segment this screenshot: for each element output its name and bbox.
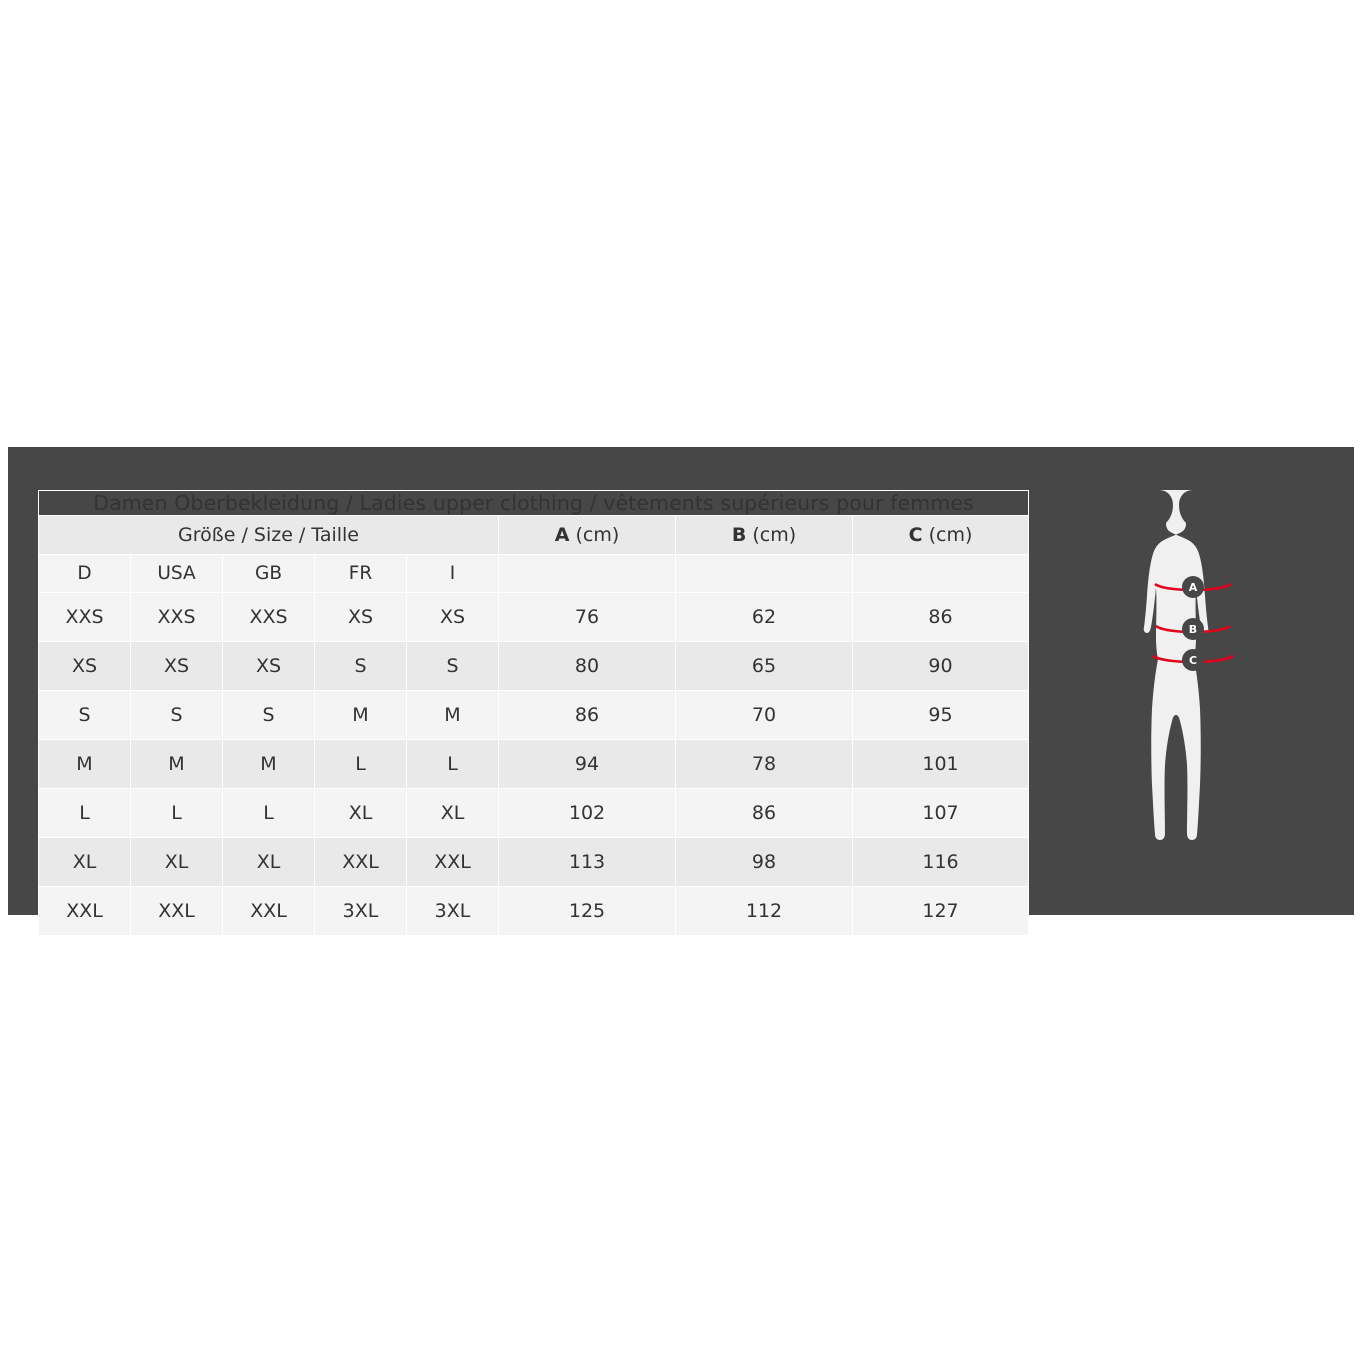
cell-gb: XS: [223, 642, 315, 691]
marker-label-c: C: [1188, 654, 1198, 667]
body-measurement-figure: [1093, 480, 1293, 885]
cell-fr: S: [315, 642, 407, 691]
table-row: [39, 887, 1029, 936]
size-table: [38, 490, 1029, 936]
measure-unit-b: (cm): [752, 524, 797, 546]
cell-fr: M: [315, 691, 407, 740]
measure-letter-a: A: [554, 524, 570, 546]
measure-header-b: [676, 516, 853, 555]
cell-b: 86: [676, 789, 853, 838]
table-row: [39, 691, 1029, 740]
cell-b: 62: [676, 593, 853, 642]
blank-cell-c: [853, 555, 1029, 593]
cell-b: 70: [676, 691, 853, 740]
marker-label-a: A: [1188, 581, 1198, 594]
cell-gb: XL: [223, 838, 315, 887]
cell-usa: XL: [131, 838, 223, 887]
table-row: [39, 789, 1029, 838]
table-row: [39, 838, 1029, 887]
cell-gb: S: [223, 691, 315, 740]
cell-a: 113: [499, 838, 676, 887]
cell-c: 127: [853, 887, 1029, 936]
cell-i: 3XL: [407, 887, 499, 936]
cell-usa: M: [131, 740, 223, 789]
marker-label-b: B: [1188, 623, 1198, 636]
cell-d: L: [39, 789, 131, 838]
cell-usa: XS: [131, 642, 223, 691]
size-table-head: [39, 491, 1029, 593]
cell-b: 78: [676, 740, 853, 789]
measure-letter-b: B: [731, 524, 747, 546]
blank-cell-a: [499, 555, 676, 593]
cell-usa: S: [131, 691, 223, 740]
blank-cell-b: [676, 555, 853, 593]
group-header-row: [39, 516, 1029, 555]
cell-a: 86: [499, 691, 676, 740]
cell-c: 90: [853, 642, 1029, 691]
table-title-row: [39, 491, 1029, 516]
cell-fr: XL: [315, 789, 407, 838]
measure-header-c: [853, 516, 1029, 555]
marker-badge-a: [1182, 576, 1204, 598]
cell-fr: XS: [315, 593, 407, 642]
cell-fr: XXL: [315, 838, 407, 887]
cell-a: 80: [499, 642, 676, 691]
cell-a: 102: [499, 789, 676, 838]
cell-b: 65: [676, 642, 853, 691]
size-table-body: [39, 593, 1029, 936]
cell-d: XS: [39, 642, 131, 691]
cell-d: S: [39, 691, 131, 740]
table-row: [39, 593, 1029, 642]
cell-a: 94: [499, 740, 676, 789]
cell-gb: M: [223, 740, 315, 789]
cell-b: 112: [676, 887, 853, 936]
cell-d: XL: [39, 838, 131, 887]
cell-d: XXL: [39, 887, 131, 936]
column-header-usa: USA: [131, 555, 223, 593]
column-header-d: D: [39, 555, 131, 593]
measure-unit-a: (cm): [575, 524, 620, 546]
size-chart-panel: [8, 447, 1354, 922]
cell-i: XL: [407, 789, 499, 838]
cell-c: 101: [853, 740, 1029, 789]
marker-badge-b: [1182, 618, 1204, 640]
cell-gb: XXL: [223, 887, 315, 936]
table-row: [39, 740, 1029, 789]
cell-a: 76: [499, 593, 676, 642]
measure-letter-c: C: [908, 524, 923, 546]
cell-usa: XXL: [131, 887, 223, 936]
cell-a: 125: [499, 887, 676, 936]
cell-i: XS: [407, 593, 499, 642]
cell-i: M: [407, 691, 499, 740]
cell-c: 95: [853, 691, 1029, 740]
cell-c: 86: [853, 593, 1029, 642]
cell-fr: L: [315, 740, 407, 789]
cell-d: XXS: [39, 593, 131, 642]
column-header-i: I: [407, 555, 499, 593]
table-row: [39, 642, 1029, 691]
cell-usa: XXS: [131, 593, 223, 642]
cell-fr: 3XL: [315, 887, 407, 936]
marker-badge-c: [1182, 649, 1204, 671]
measure-unit-c: (cm): [928, 524, 973, 546]
size-group-header: Größe / Size / Taille: [39, 516, 499, 555]
measure-header-a: [499, 516, 676, 555]
cell-c: 116: [853, 838, 1029, 887]
size-table-container: [38, 490, 1028, 936]
cell-d: M: [39, 740, 131, 789]
cell-b: 98: [676, 838, 853, 887]
cell-c: 107: [853, 789, 1029, 838]
size-column-header-row: [39, 555, 1029, 593]
cell-i: S: [407, 642, 499, 691]
cell-gb: L: [223, 789, 315, 838]
female-body-diagram: [1093, 480, 1293, 885]
table-title: Damen Oberbekleidung / Ladies upper clothing / vêtements supérieurs pour femmes: [39, 491, 1029, 516]
cell-gb: XXS: [223, 593, 315, 642]
column-header-fr: FR: [315, 555, 407, 593]
cell-i: L: [407, 740, 499, 789]
cell-i: XXL: [407, 838, 499, 887]
cell-usa: L: [131, 789, 223, 838]
column-header-gb: GB: [223, 555, 315, 593]
